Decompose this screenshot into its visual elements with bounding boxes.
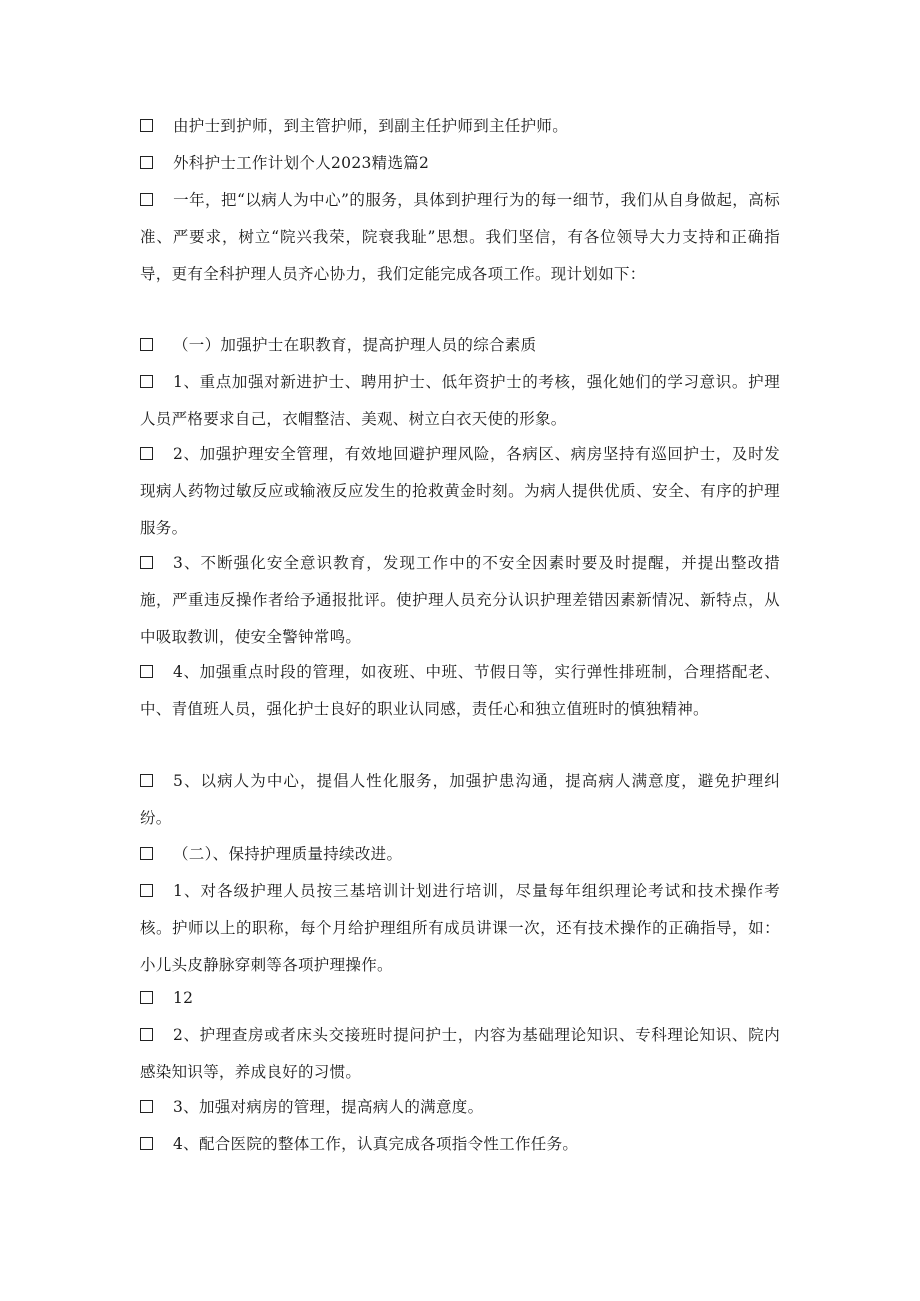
paragraph-text: （二）、保持护理质量持续改进。 — [173, 845, 403, 863]
paragraph-text: （一）加强护士在职教育，提高护理人员的综合素质 — [173, 336, 537, 354]
checkbox-bullet-icon — [140, 193, 153, 206]
paragraph-text: 2、加强护理安全管理，有效地回避护理风险，各病区、病房坚持有巡回护士，及时发现病人药物过敏反应或输液反应发生的抢救黄金时刻。为病人提供优质、安全、有序的护理服务。 — [140, 445, 780, 537]
paragraph-text: 4、配合医院的整体工作，认真完成各项指令性工作任务。 — [173, 1135, 579, 1153]
paragraph-text: 由护士到护师，到主管护师，到副主任护师到主任护师。 — [173, 117, 569, 135]
paragraph-text: 5、以病人为中心，提倡人性化服务，加强护患沟通，提高病人满意度，避免护理纠纷。 — [140, 772, 780, 827]
checkbox-bullet-icon — [140, 156, 153, 169]
paragraph-1 — [140, 108, 780, 145]
paragraph-text: 4、加强重点时段的管理，如夜班、中班、节假日等，实行弹性排班制，合理搭配老、中、青值班人员，强化护士良好的职业认同感，责任心和独立值班时的慎独精神。 — [140, 663, 780, 718]
paragraph-2 — [140, 145, 780, 182]
checkbox-bullet-icon — [140, 556, 153, 569]
checkbox-bullet-icon — [140, 447, 153, 460]
paragraph-15 — [140, 1126, 780, 1163]
checkbox-bullet-icon — [140, 119, 153, 132]
checkbox-bullet-icon — [140, 884, 153, 897]
paragraph-text: 1、对各级护理人员按三基培训计划进行培训，尽量每年组织理论考试和技术操作考核。护师以上的职称，每个月给护理组所有成员讲课一次，还有技术操作的正确指导，如：小儿头皮静脉穿刺等各项护理操作。 — [140, 882, 780, 974]
checkbox-bullet-icon — [140, 1100, 153, 1113]
checkbox-bullet-icon — [140, 1137, 153, 1150]
paragraph-14 — [140, 1089, 780, 1126]
paragraph-text: 12 — [173, 989, 194, 1007]
checkbox-bullet-icon — [140, 991, 153, 1004]
checkbox-bullet-icon — [140, 375, 153, 388]
paragraph-11 — [140, 873, 780, 984]
paragraph-3 — [140, 182, 780, 293]
checkbox-bullet-icon — [140, 774, 153, 787]
checkbox-bullet-icon — [140, 847, 153, 860]
paragraph-12 — [140, 980, 780, 1017]
paragraph-text: 2、护理查房或者床头交接班时提问护士，内容为基础理论知识、专科理论知识、院内感染知识等，养成良好的习惯。 — [140, 1026, 780, 1081]
paragraph-5 — [140, 364, 780, 438]
paragraph-9 — [140, 763, 780, 837]
checkbox-bullet-icon — [140, 665, 153, 678]
paragraph-text: 一年，把“以病人为中心”的服务，具体到护理行为的每一细节，我们从自身做起，高标准、严要求，树立“院兴我荣，院衰我耻”思想。我们坚信，有各位领导大力支持和正确指导，更有全科护理人员齐心协力，我们定能完成各项工作。现计划如下： — [140, 191, 780, 283]
paragraph-text: 3、加强对病房的管理，提高病人的满意度。 — [173, 1098, 484, 1116]
paragraph-10 — [140, 836, 780, 873]
paragraph-7 — [140, 545, 780, 656]
checkbox-bullet-icon — [140, 338, 153, 351]
paragraph-8 — [140, 654, 780, 728]
checkbox-bullet-icon — [140, 1028, 153, 1041]
paragraph-text: 3、不断强化安全意识教育，发现工作中的不安全因素时要及时提醒，并提出整改措施，严重违反操作者给予通报批评。使护理人员充分认识护理差错因素新情况、新特点，从中吸取教训，使安全警钟常鸣。 — [140, 554, 780, 646]
paragraph-4 — [140, 327, 780, 364]
paragraph-text: 1、重点加强对新进护士、聘用护士、低年资护士的考核，强化她们的学习意识。护理人员严格要求自己，衣帽整洁、美观、树立白衣天使的形象。 — [140, 373, 780, 428]
paragraph-text: 外科护士工作计划个人2023精选篇2 — [173, 154, 430, 172]
paragraph-6 — [140, 436, 780, 547]
paragraph-13 — [140, 1017, 780, 1091]
